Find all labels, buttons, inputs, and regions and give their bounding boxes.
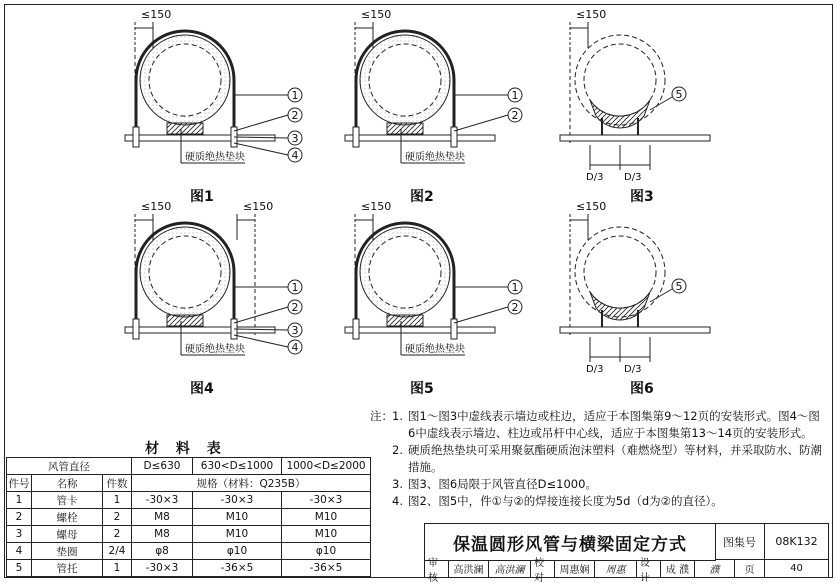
figure-3-label: 图3 <box>630 189 654 205</box>
title-block <box>424 523 829 584</box>
column-header: 件号 <box>7 475 32 492</box>
beam <box>560 135 710 141</box>
range-header: 1000<D≤2000 <box>282 458 371 475</box>
table-cell: M8 <box>132 526 193 543</box>
insulation-pad <box>387 315 423 326</box>
pad-label: 硬质绝热垫块 <box>405 152 465 163</box>
table-cell: M10 <box>193 526 282 543</box>
table-cell: 螺母 <box>32 526 103 543</box>
table-cell: 螺栓 <box>32 509 103 526</box>
pad-label: 硬质绝热垫块 <box>185 152 245 163</box>
callout-number: 1 <box>291 281 299 294</box>
table-cell: M10 <box>282 509 371 526</box>
insulation-pad <box>590 292 650 320</box>
callout-number: 2 <box>291 109 299 122</box>
note-3: 3. 图3、图6局限于风管直径D≤1000。 <box>392 477 597 491</box>
callout-number: 2 <box>511 109 519 122</box>
callout-number: 5 <box>675 88 683 101</box>
callout-number: 4 <box>291 341 299 354</box>
dimension-label: D/3 <box>586 364 604 375</box>
clamp-figure <box>125 200 302 355</box>
note-1: 注： 1. 图1～图3中虚线表示墙边或柱边，适应于本图集第9～12页的安装形式。图4～图6中虚线表示墙边、柱边或吊杆中心线，适应于本图集第13～14页的安装形式。 <box>370 409 820 440</box>
notes-heading: 注： <box>370 409 393 423</box>
duct-diameter-header: 风管直径 <box>7 458 132 475</box>
figure-2-label: 图2 <box>410 189 434 205</box>
bolt <box>353 319 359 339</box>
table-cell: 管托 <box>32 560 103 577</box>
callout-number: 1 <box>511 281 519 294</box>
dimension-label: ≤150 <box>141 200 172 213</box>
duct-outline <box>149 236 221 308</box>
atlas-number: 08K132 <box>765 524 828 560</box>
table-cell: φ8 <box>132 543 193 560</box>
table-cell: 2 <box>7 509 32 526</box>
duct-outline <box>149 44 221 116</box>
notes <box>370 408 825 510</box>
table-row <box>7 560 371 577</box>
column-header: 名称 <box>32 475 103 492</box>
duct-outline <box>369 44 441 116</box>
saddle-figure <box>560 8 710 183</box>
table-cell: -30×3 <box>282 492 371 509</box>
dimension-label: ≤150 <box>141 8 172 21</box>
note-2: 2. 硬质绝热垫块可采用聚氨酯硬质泡沫塑料（难燃烧型）等材料，并采取防水、防潮措施。 <box>392 443 822 474</box>
table-cell: -36×5 <box>193 560 282 577</box>
pad-label: 硬质绝热垫块 <box>185 344 245 355</box>
insulation-layer <box>575 35 665 125</box>
dimension-label: ≤150 <box>361 8 392 21</box>
dimension-label: ≤150 <box>361 200 392 213</box>
callout-number: 2 <box>291 301 299 314</box>
figure-1-label: 图1 <box>190 189 214 205</box>
table-cell: φ10 <box>193 543 282 560</box>
table-row <box>7 492 371 509</box>
reviewer-signature: 高洪澜 <box>489 560 531 577</box>
callout-number: 3 <box>291 132 299 145</box>
dimension-label: D/3 <box>624 364 642 375</box>
table-cell: 垫圈 <box>32 543 103 560</box>
table-cell: 3 <box>7 526 32 543</box>
table-row <box>7 526 371 543</box>
bolt <box>133 319 139 339</box>
beam <box>345 135 495 141</box>
callout-number: 1 <box>291 89 299 102</box>
callout-number: 3 <box>291 324 299 337</box>
table-cell: M10 <box>193 509 282 526</box>
beam <box>125 135 275 141</box>
materials-table <box>6 457 371 577</box>
table-cell: 1 <box>103 560 132 577</box>
callout-number: 2 <box>511 301 519 314</box>
table-cell: -36×5 <box>282 560 371 577</box>
callout-number: 5 <box>675 280 683 293</box>
table-cell: M10 <box>282 526 371 543</box>
saddle-figure <box>560 200 710 375</box>
pad-label: 硬质绝热垫块 <box>405 344 465 355</box>
drawing-title: 保温圆形风管与横梁固定方式 <box>425 524 716 561</box>
table-cell: 1 <box>7 492 32 509</box>
clamp-figure <box>345 8 522 163</box>
range-header: 630<D≤1000 <box>193 458 282 475</box>
table-cell: 2/4 <box>103 543 132 560</box>
bolt <box>133 127 139 147</box>
leader-line <box>454 307 508 323</box>
insulation-pad <box>387 123 423 134</box>
figure-4-label: 图4 <box>190 381 214 397</box>
signature-row: 审核 高洪澜 高洪澜 校对 周惠娴 周惠 设计 成 濮 濮 页 40 <box>425 560 828 577</box>
figure-6-label: 图6 <box>630 381 654 397</box>
materials-title: 材 料 表 <box>145 441 227 457</box>
table-cell: 管卡 <box>32 492 103 509</box>
dimension-label: D/3 <box>586 172 604 183</box>
table-cell: 5 <box>7 560 32 577</box>
figure-5-label: 图5 <box>410 381 434 397</box>
table-cell: 2 <box>103 509 132 526</box>
table-cell: 2 <box>103 526 132 543</box>
table-cell: -30×3 <box>132 492 193 509</box>
designer-signature: 濮 <box>695 560 735 577</box>
dimension-label: D/3 <box>624 172 642 183</box>
note-4: 4. 图2、图5中，件①与②的焊接连接长度为5d（d为②的直径）。 <box>392 494 723 508</box>
column-header: 件数 <box>103 475 132 492</box>
insulation-pad <box>167 315 203 326</box>
duct-outline <box>369 236 441 308</box>
callout-number: 1 <box>511 89 519 102</box>
insulation-layer <box>575 227 665 317</box>
atlas-label: 图集号 <box>715 524 765 560</box>
insulation-pad <box>167 123 203 134</box>
table-cell: 1 <box>103 492 132 509</box>
table-cell: 4 <box>7 543 32 560</box>
dimension-label: ≤150 <box>576 8 607 21</box>
table-cell: -30×3 <box>132 560 193 577</box>
range-header: D≤630 <box>132 458 193 475</box>
leader-line <box>234 307 288 323</box>
checker-signature: 周惠 <box>595 560 637 577</box>
callout-number: 4 <box>291 149 299 162</box>
table-cell: φ10 <box>282 543 371 560</box>
table-row <box>7 543 371 560</box>
dimension-label: ≤150 <box>576 200 607 213</box>
table-cell: -30×3 <box>193 492 282 509</box>
column-header: 规格（材料：Q235B） <box>132 475 371 492</box>
beam <box>560 327 710 333</box>
dimension-label: ≤150 <box>243 200 274 213</box>
beam <box>345 327 495 333</box>
leader-line <box>454 115 508 131</box>
table-row <box>7 509 371 526</box>
bolt <box>353 127 359 147</box>
clamp-figure <box>125 8 302 163</box>
clamp-figure <box>345 200 522 355</box>
leader-line <box>234 115 288 131</box>
table-cell: M8 <box>132 509 193 526</box>
beam <box>125 327 275 333</box>
insulation-pad <box>590 100 650 128</box>
